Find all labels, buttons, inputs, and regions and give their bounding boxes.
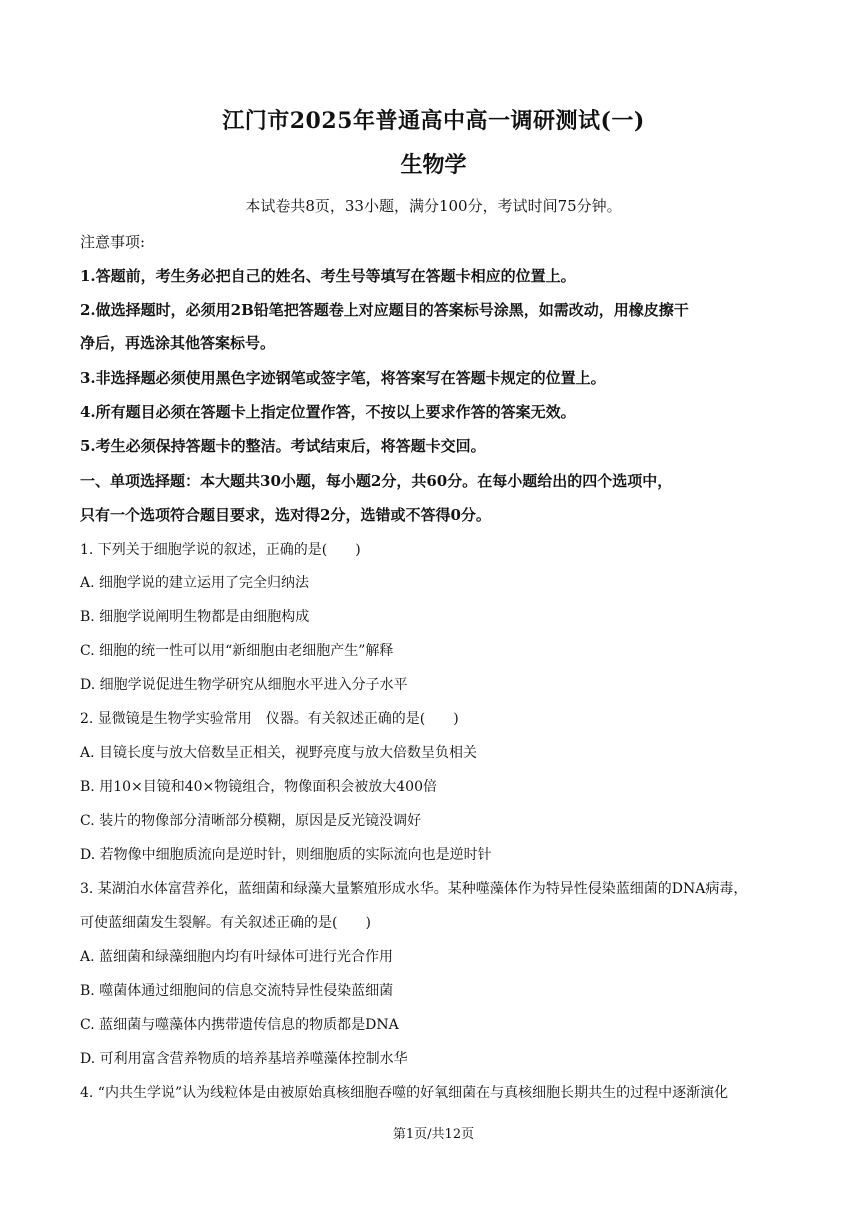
subject-title: 生物学 [400,152,467,178]
question-option: D. 若物像中细胞质流向是逆时针，则细胞质的实际流向也是逆时针 [80,847,492,863]
notice-item: 4.所有题目必须在答题卡上指定位置作答，不按以上要求作答的答案无效。 [80,403,576,421]
question-option: C. 装片的物像部分清晰部分模糊，原因是反光镜没调好 [80,813,422,829]
question-option: B. 用10×目镜和40×物镜组合，物像面积会被放大400倍 [80,779,437,795]
exam-info: 本试卷共8页，33小题，满分100分，考试时间75分钟。 [245,197,622,215]
question-option: A. 蓝细菌和绿藻细胞内均有叶绿体可进行光合作用 [80,949,394,965]
question-stem: 2. 显微镜是生物学实验常用 仪器。有关叙述正确的是( ) [80,711,459,727]
question-option: D. 细胞学说促进生物学研究从细胞水平进入分子水平 [80,677,408,693]
page-footer: 第1页/共12页 [392,1127,475,1142]
question-stem: 可使蓝细菌发生裂解。有关叙述正确的是( ) [80,915,371,931]
notice-item: 5.考生必须保持答题卡的整洁。考试结束后，将答题卡交回。 [80,437,486,455]
notice-item: 净后，再选涂其他答案标号。 [80,334,276,352]
notice-item: 2.做选择题时，必须用2B铅笔把答题卷上对应题目的答案标号涂黑，如需改动，用橡皮擦干 [80,301,689,319]
question-option: B. 细胞学说阐明生物都是由细胞构成 [80,609,310,625]
question-option: D. 可利用富含营养物质的培养基培养噬藻体控制水华 [80,1051,408,1067]
question-option: A. 目镜长度与放大倍数呈正相关，视野亮度与放大倍数呈负相关 [80,745,478,761]
question-option: B. 噬菌体通过细胞间的信息交流特异性侵染蓝细菌 [80,983,394,999]
notice-item: 1.答题前，考生务必把自己的姓名、考生号等填写在答题卡相应的位置上。 [80,267,576,285]
question-option: C. 细胞的统一性可以用“新细胞由老细胞产生”解释 [80,643,394,659]
question-option: A. 细胞学说的建立运用了完全归纳法 [80,575,310,591]
section-heading: 一、单项选择题：本大题共30小题，每小题2分，共60分。在每小题给出的四个选项中， [80,472,673,490]
notice-item: 3.非选择题必须使用黑色字迹钢笔或签字笔，将答案写在答题卡规定的位置上。 [80,369,606,387]
question-stem: 1. 下列关于细胞学说的叙述，正确的是( ) [80,542,361,558]
question-option: C. 蓝细菌与噬藻体内携带遗传信息的物质都是DNA [80,1017,399,1033]
section-heading: 只有一个选项符合题目要求，选对得2分，选错或不答得0分。 [80,506,491,524]
exam-title: 江门市2025年普通高中高一调研测试(一) [222,108,645,134]
question-stem: 3. 某湖泊水体富营养化，蓝细菌和绿藻大量繁殖形成水华。某种噬藻体作为特异性侵染蓝细菌的DNA病毒， [80,881,748,897]
question-stem: 4. “内共生学说”认为线粒体是由被原始真核细胞吞噬的好氧细菌在与真核细胞长期共生的过程中逐渐演化 [80,1085,729,1101]
notice-heading: 注意事项: [80,233,146,251]
